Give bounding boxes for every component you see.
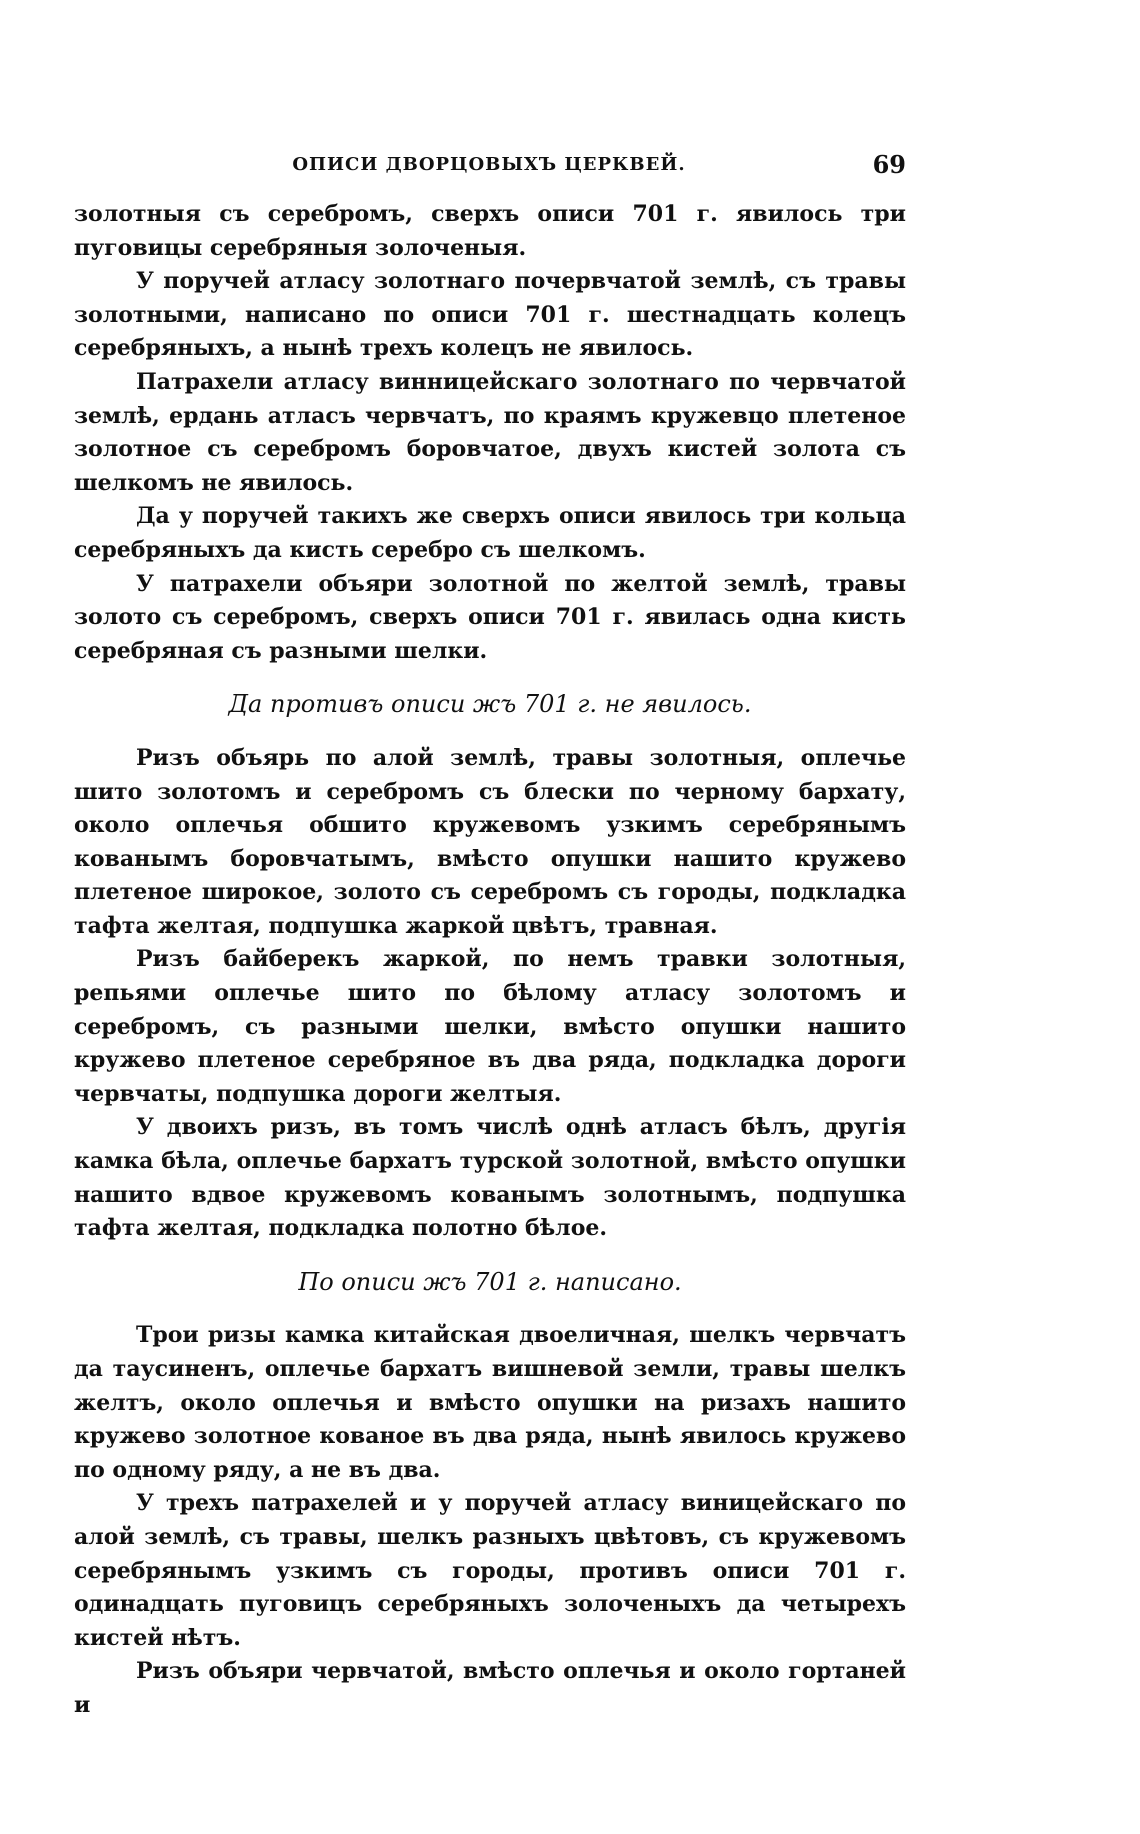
paragraph-patrakheli-venetian: Патрахели атласу винницейскаго золотнаго по червчатой землѣ, ердань атласъ червчатъ, по краямъ кружевцо плетеное золотное съ серебромъ боровчатое, двухъ кистей золота съ шелкомъ не явилось. — [74, 368, 906, 496]
page-number: 69 — [872, 150, 906, 179]
paragraph-continuation: золотныя съ серебромъ, сверхъ описи 701 г. явилось три пуговицы серебряныя золоченыя. — [74, 201, 906, 261]
body-text — [74, 198, 906, 1723]
paragraph-two-rizas: У двоихъ ризъ, въ томъ числѣ однѣ атласъ бѣлъ, другія камка бѣла, оплечье бархатъ турской золотной, вмѣсто опушки нашито вдвое кружевомъ кованымъ золотнымъ, подпушка тафта желтая, подкладка полотно бѣлое. — [74, 1114, 906, 1242]
section-heading-not-found: Да противъ описи жъ 701 г. не явилось. — [228, 690, 752, 719]
paragraph-poruchi-three-rings: Да у поручей такихъ же сверхъ описи явилось три кольца серебряныхъ да кисть серебро съ шелкомъ. — [74, 503, 906, 563]
paragraph-riza-bayberek: Ризъ байберекъ жаркой, по немъ травки золотныя, репьями оплечье шито по бѣлому атласу золотомъ и серебромъ, съ разными шелки, вмѣсто опушки нашито кружево плетеное серебряное въ два ряда, подкладка дороги червчаты, подпушка дороги желтыя. — [74, 946, 906, 1107]
paragraph-three-patrakheli: У трехъ патрахелей и у поручей атласу виницейскаго по алой землѣ, съ травы, шелкъ разныхъ цвѣтовъ, съ кружевомъ серебрянымъ узкимъ съ городы, противъ описи 701 г. одинадцать пуговицъ серебряныхъ золоченыхъ да четырехъ кистей нѣтъ. — [74, 1490, 906, 1651]
paragraph-three-rizas: Трои ризы камка китайская двоеличная, шелкъ червчатъ да таусиненъ, оплечье бархатъ вишневой земли, травы шелкъ желтъ, около оплечья и вмѣсто опушки на ризахъ нашито кружево золотное кованое въ два ряда, нынѣ явилось кружево по одному ряду, а не въ два. — [74, 1322, 906, 1483]
paragraph-riza-chervchatoy: Ризъ объяри червчатой, вмѣсто оплечья и около гортаней и — [74, 1658, 906, 1718]
page-header — [72, 148, 906, 182]
paragraph-poruchi-sixteen-rings: У поручей атласу золотнаго почервчатой землѣ, съ травы золотными, написано по описи 701 г. шестнадцать колецъ серебряныхъ, а нынѣ трехъ колецъ не явилось. — [74, 268, 906, 362]
paragraph-patrakheli-yellow: У патрахели объяри золотной по желтой землѣ, травы золото съ серебромъ, сверхъ описи 701 г. явилась одна кисть серебряная съ разными шелки. — [74, 570, 906, 664]
running-title: ОПИСИ ДВОРЦОВЫХЪ ЦЕРКВЕЙ. — [292, 154, 686, 175]
section-heading-written: По описи жъ 701 г. написано. — [298, 1267, 682, 1296]
paragraph-riza-obyar: Ризъ объярь по алой землѣ, травы золотныя, оплечье шито золотомъ и серебромъ съ блески по черному бархату, около оплечья обшито кружевомъ узкимъ серебрянымъ кованымъ боровчатымъ, вмѣсто опушки нашито кружево плетеное широкое, золото съ серебромъ съ городы, подкладка тафта желтая, подпушка жаркой цвѣтъ, травная. — [74, 744, 906, 939]
